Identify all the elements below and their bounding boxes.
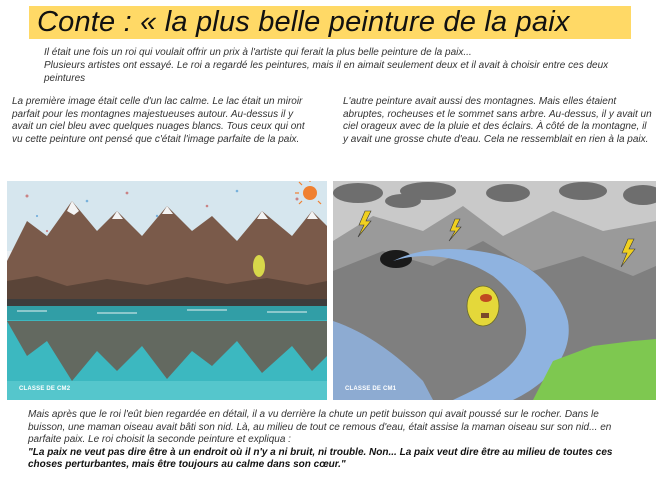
right-column-text: L'autre peinture avait aussi des montagnes. Mais elles étaient abruptes, rocheuses et le sommet sans arbre. Au-dessus, il y avait un ciel orageux avec de la pluie et des éclairs. À côté de la montagne, il y avait une grosse chute d'eau. Cela ne ressemblait en rien à la paix. bbox=[343, 96, 652, 145]
outro-paragraph bbox=[28, 409, 638, 472]
king-quote: "La paix ne veut pas dire être à un endroit où il n'y a ni bruit, ni trouble. Non... La paix veut dire être au milieu de toutes ces choses perturbantes, mais être toujours au calme dans son cœur." bbox=[28, 446, 613, 471]
class-label-cm1: CLASSE DE CM1 bbox=[345, 386, 397, 392]
page-title: Conte : « la plus belle peinture de la paix bbox=[29, 6, 631, 39]
outro-text: Mais après que le roi l'eût bien regardée en détail, il a vu derrière la chute un petit buisson qui avait poussé sur le rocher. Dans le buisson, une maman oiseau avait bâti son nid. Là, au milieu de tout ce remous d'eau, était assise la maman oiseau sur son nid... en parfaite paix. Le roi choisit la seconde peinture et expliqua : bbox=[28, 409, 612, 446]
class-label-cm2: CLASSE DE CM2 bbox=[19, 386, 71, 392]
intro-line-1: Il était une fois un roi qui voulait offrir un prix à l'artiste qui ferait la plus belle peinture de la paix... bbox=[44, 47, 472, 58]
calm-lake-painting bbox=[7, 181, 327, 400]
storm-waterfall-painting bbox=[333, 181, 656, 400]
left-column-text: La première image était celle d'un lac calme. Le lac était un miroir parfait pour les montagnes majestueuses autour. Au-dessus il y avait un ciel bleu avec quelques nuages blancs. Tous ceux qui ont vu cette peinture ont pensé que c'était l'image parfaite de la paix. bbox=[12, 96, 305, 145]
storm-waterfall-illustration bbox=[333, 181, 656, 400]
intro-line-2: Plusieurs artistes ont essayé. Le roi a regardé les peintures, mais il en aimait seulement deux et il avait à choisir entre ces deux peintures bbox=[44, 60, 609, 84]
calm-lake-illustration bbox=[7, 181, 327, 400]
intro-paragraph bbox=[44, 46, 634, 85]
